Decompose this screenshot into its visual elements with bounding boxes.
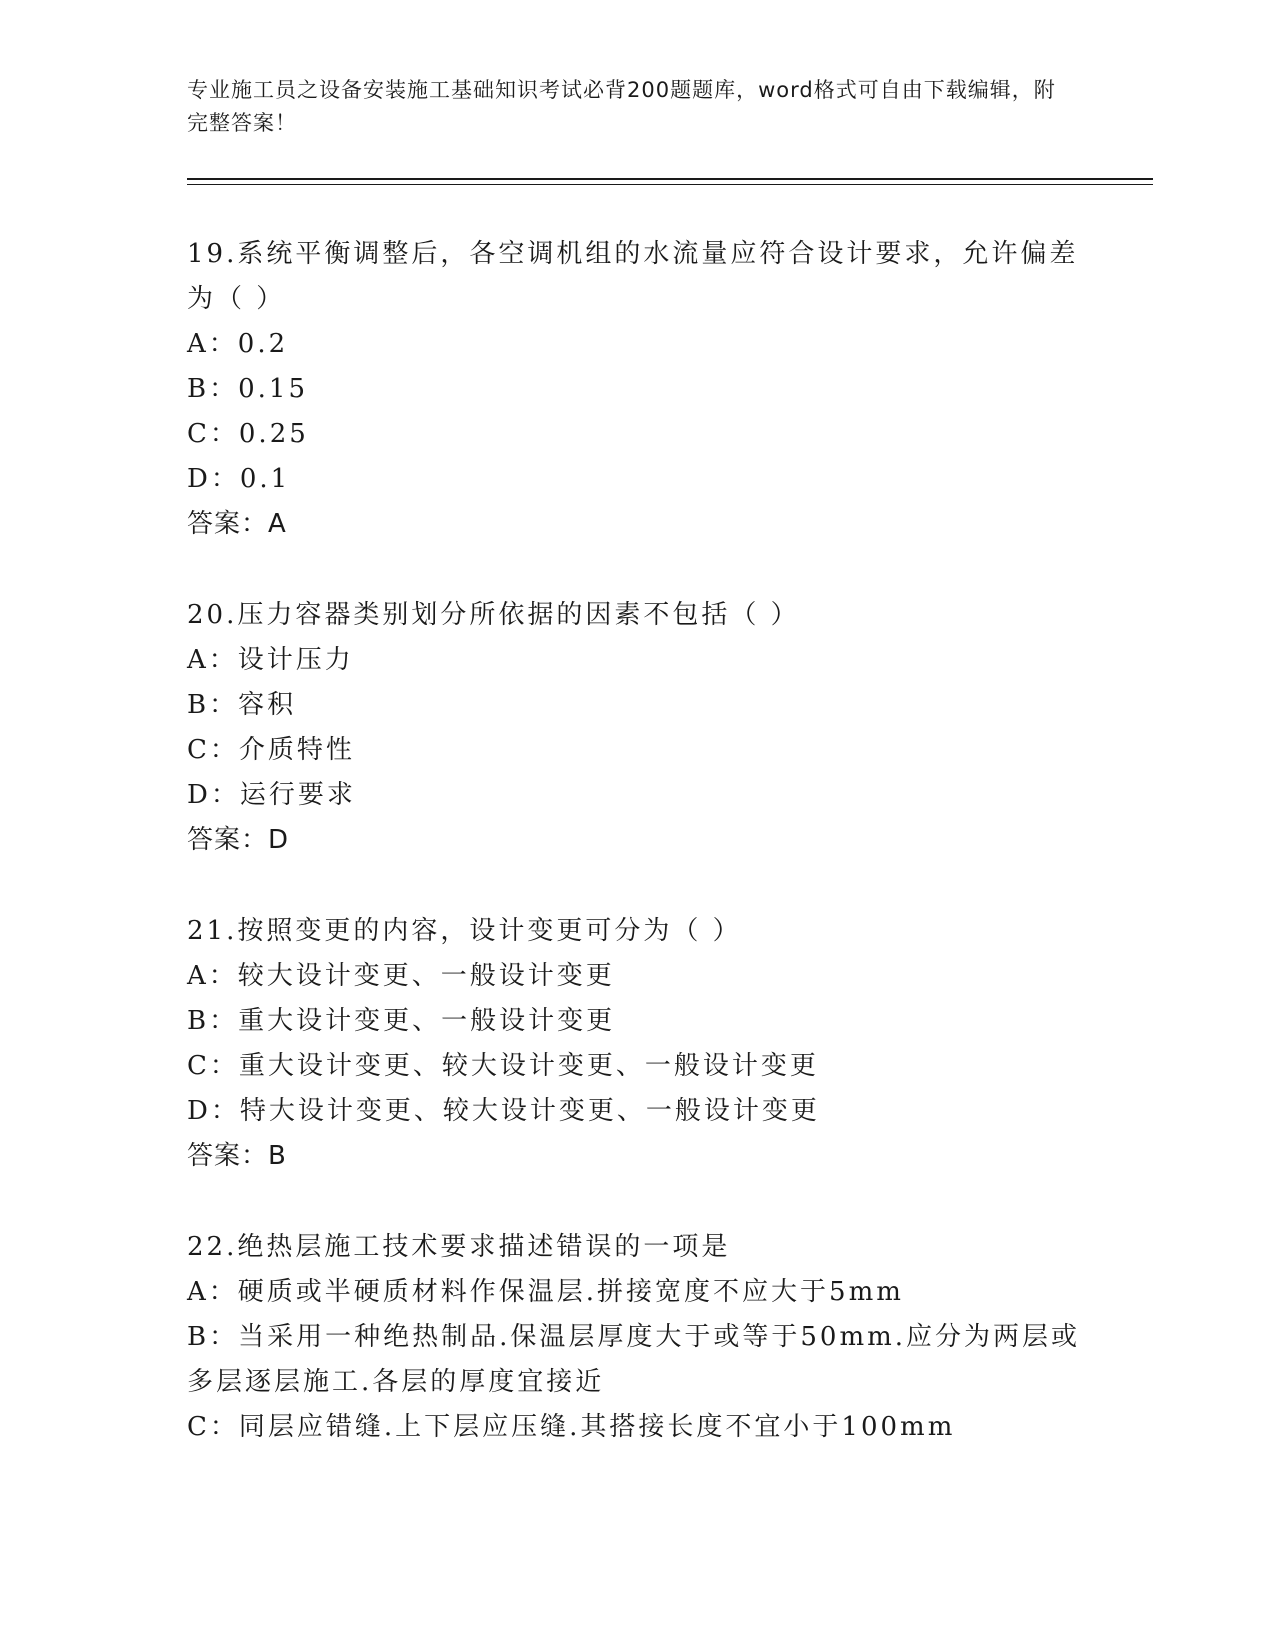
option-b: B：容积 (187, 690, 297, 720)
option-c: C：重大设计变更、较大设计变更、一般设计变更 (187, 1051, 819, 1081)
question-20 (187, 593, 1087, 863)
option-b: B：0.15 (187, 374, 308, 404)
question-stem: 19.系统平衡调整后，各空调机组的水流量应符合设计要求，允许偏差为（ ） (187, 239, 1079, 314)
answer-line: 答案：A (187, 509, 287, 539)
option-a: A：0.2 (187, 329, 289, 359)
option-a: A：较大设计变更、一般设计变更 (187, 961, 615, 991)
option-d: D：0.1 (187, 464, 291, 494)
question-stem: 22.绝热层施工技术要求描述错误的一项是 (187, 1232, 731, 1262)
option-c: C：同层应错缝.上下层应压缝.其搭接长度不宜小于100mm (187, 1412, 956, 1442)
answer-line: 答案：B (187, 1141, 287, 1171)
question-list (187, 232, 1087, 1496)
option-a: A：设计压力 (187, 645, 354, 675)
option-d: D：运行要求 (187, 780, 356, 810)
option-b: B：重大设计变更、一般设计变更 (187, 1006, 616, 1036)
header-divider-thin (187, 184, 1153, 185)
question-21 (187, 909, 1087, 1179)
option-b: B：当采用一种绝热制品.保温层厚度大于或等于50mm.应分为两层或多层逐层施工.各层的厚度宜接近 (187, 1322, 1081, 1397)
option-d: D：特大设计变更、较大设计变更、一般设计变更 (187, 1096, 820, 1126)
option-c: C：0.25 (187, 419, 309, 449)
header-divider-thick (187, 178, 1153, 180)
answer-line: 答案：D (187, 825, 290, 855)
question-19 (187, 232, 1087, 547)
option-a: A：硬质或半硬质材料作保温层.拼接宽度不应大于5mm (187, 1277, 904, 1307)
question-22 (187, 1225, 1087, 1450)
question-stem: 21.按照变更的内容，设计变更可分为（ ） (187, 916, 742, 946)
option-c: C：介质特性 (187, 735, 355, 765)
document-header: 专业施工员之设备安装施工基础知识考试必背200题题库，word格式可自由下载编辑，附完整答案！ (187, 78, 1056, 135)
question-stem: 20.压力容器类别划分所依据的因素不包括（ ） (187, 600, 800, 630)
